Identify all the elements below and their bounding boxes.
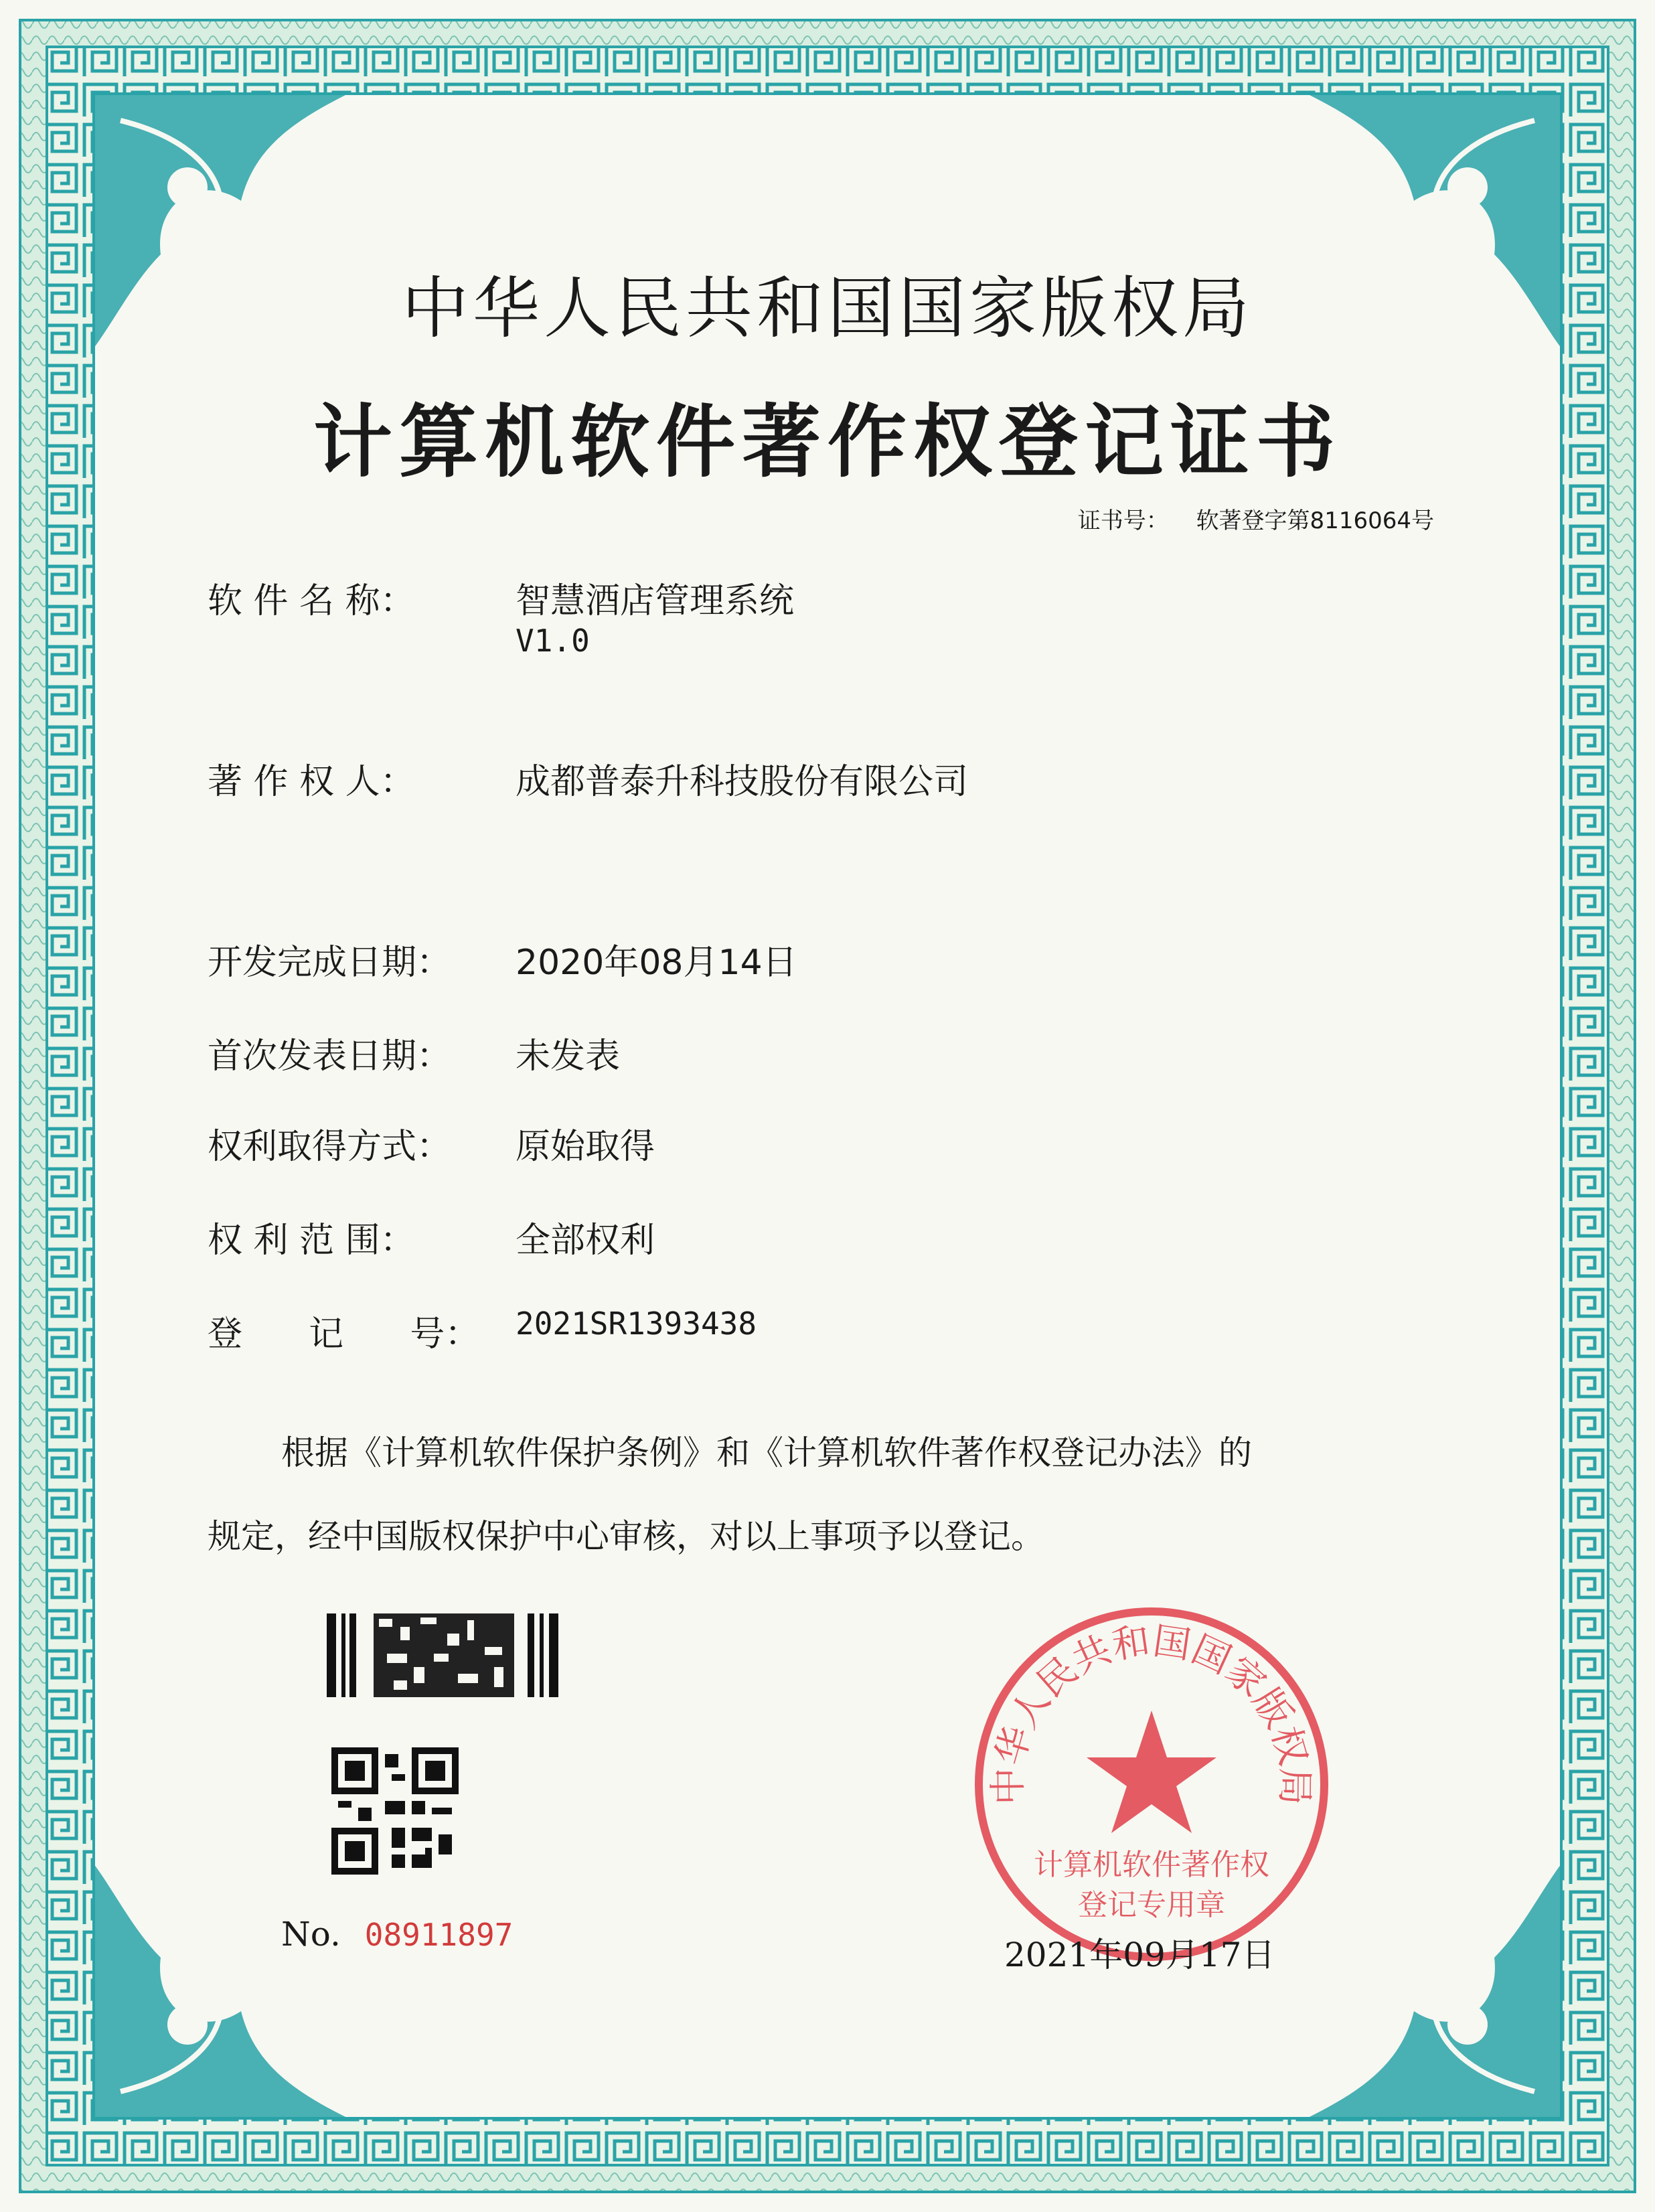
serial-number [281,1915,513,1954]
seal-star-icon [1087,1711,1216,1833]
field-label: 著 作 权 人： [208,762,415,802]
statement-line-1: 根据《计算机软件保护条例》和《计算机软件著作权登记办法》的 [281,1433,1252,1472]
field-value: 原始取得 [516,1127,655,1167]
field-label: 软 件 名 称： [208,581,415,621]
official-seal [967,1600,1336,1968]
field-value: 成都普泰升科技股份有限公司 [516,762,969,802]
field-value: 全部权利 [516,1220,655,1261]
issue-date: 2021年09月17日 [1004,1936,1275,1974]
seal-inner-line-1: 计算机软件著作权 [1034,1848,1269,1882]
qr-code [331,1747,459,1875]
certificate-number-label: 证书号： [1077,507,1169,534]
field-value: 未发表 [516,1036,621,1077]
field-value: 2021SR1393438 [516,1306,757,1342]
certificate-title: 计算机软件著作权登记证书 [313,396,1342,488]
serial-number-value: 08911897 [364,1917,514,1953]
barcode [327,1613,561,1697]
field-label: 权 利 范 围： [208,1220,415,1261]
field-value: 2020年08月14日 [516,943,797,983]
seal-inner-line-2: 登记专用章 [1078,1888,1225,1922]
statement-line-2: 规定，经中国版权保护中心审核，对以上事项予以登记。 [208,1517,1044,1556]
field-label: 首次发表日期： [208,1036,452,1077]
field-value: 智慧酒店管理系统 [516,581,795,621]
field-label: 权利取得方式： [208,1127,452,1167]
field-label: 登 记 号： [208,1314,480,1354]
certificate-number-value: 软著登字第8116064号 [1196,507,1434,534]
field-label: 开发完成日期： [208,943,452,983]
issuer-title: 中华人民共和国国家版权局 [402,269,1253,347]
seal-outer-text: 中华人民共和国国家版权局 [986,1619,1317,1806]
serial-prefix: No. [281,1915,341,1954]
software-version: V1.0 [516,623,590,659]
certificate-number [1078,502,1434,535]
